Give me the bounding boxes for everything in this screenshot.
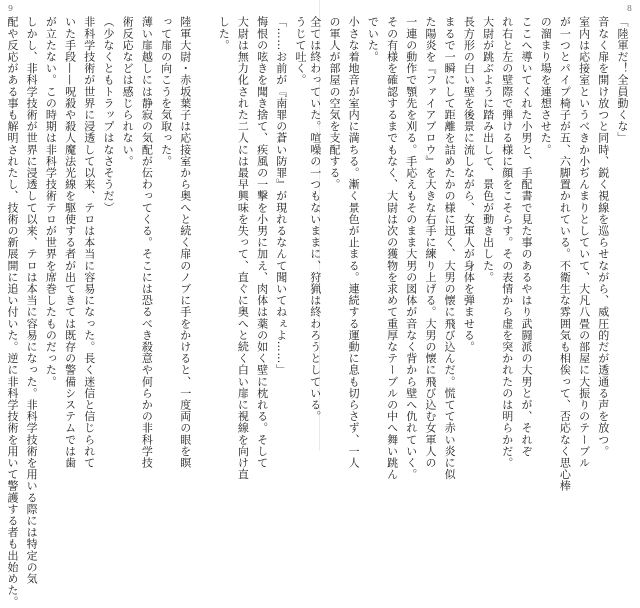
text-line: 一連の動作で顎先を刈る。手応えもそのまま大男の図体が音なく背から壁へ仇れていく。: [404, 16, 418, 480]
text-line: いた手段——呪殺や殺人魔法光線を駆使する者が出てきては既存の警備システムでは歯: [63, 16, 77, 469]
right-page-text: [308, 16, 632, 492]
page-number-left: 9: [8, 4, 14, 13]
text-line: って扉の向こうを気取った。: [159, 16, 173, 167]
text-line: まるで一瞬にして距離を詰めたかの様に迅く、大男の懐に飛び込んだ。慌てて赤い炎に似: [443, 16, 457, 480]
text-line: 「陸軍だ！全員動くな」: [616, 16, 629, 144]
text-line: 大尉は無力化された二人には最早興味を失って、直ぐに奥へと続く白い扉に視線を向け直: [236, 16, 250, 480]
text-line: 薄い扉越しには静寂の気配が伝わってくる。そこには恐るべき殺意や何らかの非科学技: [140, 16, 154, 469]
left-page-text: [5, 16, 310, 608]
text-line: が立たない。この時期は非科学技術テロが世界を席巻したものだった。: [44, 16, 58, 388]
page-number-right: 8: [626, 4, 632, 13]
text-line: 非科学技術が世界に浸透して以来、テロは本当に容易になった。長く迷信と信じられて: [82, 16, 96, 469]
text-line: （少なくともトラップはなさそうだ）: [101, 16, 115, 214]
text-line: 長方形の白い壁を後景に流しながら、女軍人が身体を弾ませる。: [462, 16, 476, 353]
text-line: 悔恨の呟きを聞き捨て、疾風の一撃を小男に加え、肉体は薬の如く壁に枕れる。そして: [255, 16, 269, 469]
text-line: 「……お前が『南罪の蒼い防罪』が現れるなんて聞いてねぇよ……」: [274, 16, 288, 376]
text-line: 大尉が跳ぶように踏み出して、景色が動き出した。: [481, 16, 495, 283]
text-line: 音なく扉を開け放つと同時、鋭く視線を巡らせながら、威圧的だが透通る声を放つ。: [596, 16, 610, 457]
text-line: しかし、非科学技術が世界に浸透して以来、テロは本当に容易になった。非科学技術を用いる際には特定の気: [25, 16, 39, 585]
text-line: でいた。: [366, 16, 380, 63]
text-line: が一つとパイプ椅子が五、六脚置かれている。不衛生な雰囲気も相俟って、否応なく思心棒: [558, 16, 572, 492]
text-line: 配や反応がある事も解明されたし、技術の新展開に追い付いた。逆に非科学技術を用いて警護する者も出始めた。: [5, 16, 19, 608]
right-page: [308, 0, 640, 492]
text-line: 小さな着地音が室内に満ちる。漸く景色が止まる。連続する運動に息も切らさず、一人: [347, 16, 361, 469]
text-line: れ右と左の壁際で弾ける様に顔をこそらす。その表情から虚を突かれたのは明らかだ。: [500, 16, 514, 469]
text-line: ここへ導いてくれた小男と、手配書で見た事のあるやはり武闘派の大男とが、それぞ: [519, 16, 533, 457]
text-line: 陸軍大尉・赤坂葉子は応接室から奥へと続く扉のノブに手をかけると、一度両の眼を瞑: [178, 16, 192, 469]
text-line: その有様を確認するまでもなく、大尉は次の獲物を求めて重厚なテーブルの中へ舞い跳ん: [385, 16, 399, 480]
text-line: 術反応などは感じられない。: [121, 16, 135, 167]
text-line: 室内は応接室というべきか小ぢんまりとしていて、大凡八畳の部屋に大振りのテーブル: [577, 16, 591, 469]
text-line: の溜まり場を連想させた。: [539, 16, 553, 156]
text-line: [195, 16, 214, 416]
text-line: の軍人が部屋の空気を支配する。: [327, 16, 341, 190]
text-line: 全ては終わっていた。喧噪の一つもないままに、狩猟は終わろうとしている。: [308, 16, 322, 422]
text-line: た陽炎を『ファイアブロウ』を大きな右手に練り上げる。大男の懐に飛び込む女軍人の: [423, 16, 437, 469]
text-line: した。: [217, 16, 231, 51]
text-line: うじて吐く。: [294, 16, 307, 86]
